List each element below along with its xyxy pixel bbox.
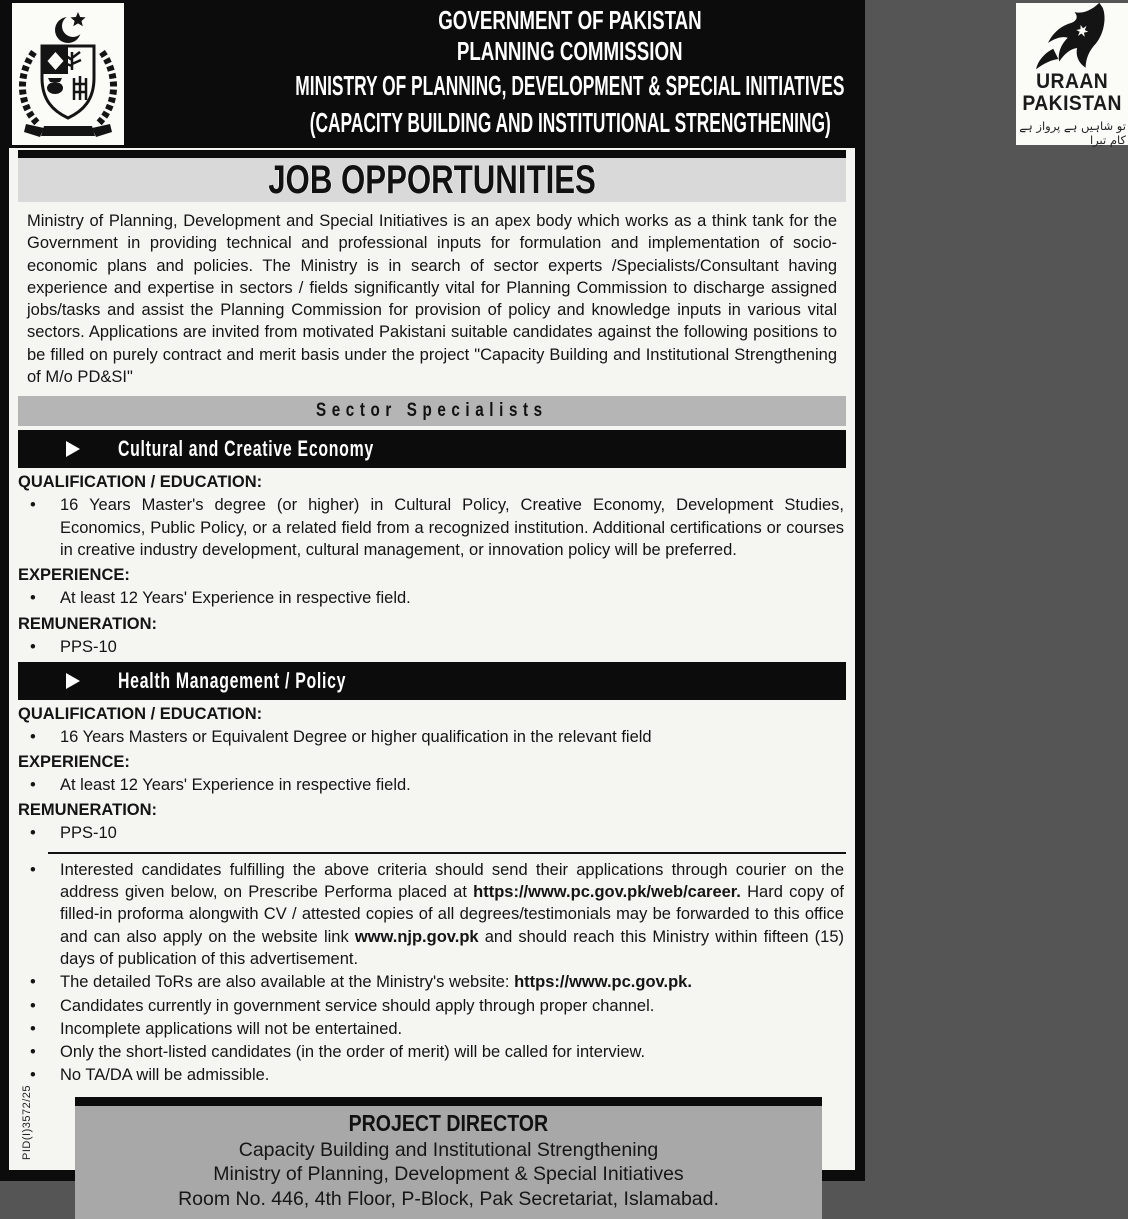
section-heading: QUALIFICATION / EDUCATION: xyxy=(18,473,263,492)
uraan-name-line2: PAKISTAN xyxy=(1022,92,1122,115)
bullet-dot: • xyxy=(30,973,36,992)
sector-heading: Sector Specialists xyxy=(316,400,548,422)
note-text: Candidates currently in government service should apply through proper channel. xyxy=(60,996,655,1015)
section-heading: EXPERIENCE: xyxy=(18,566,130,585)
note-item xyxy=(18,1041,846,1063)
uraan-pakistan-logo xyxy=(1016,3,1128,145)
advert-body xyxy=(9,202,855,1219)
pakistan-emblem-icon xyxy=(12,8,124,140)
note-text: No TA/DA will be admissible. xyxy=(60,1066,270,1085)
positions xyxy=(18,430,846,844)
divider-line xyxy=(48,852,846,854)
footer-line-1: Capacity Building and Institutional Strengthening xyxy=(238,1138,659,1161)
bullet-dot: • xyxy=(30,589,36,608)
header-line-3: MINISTRY OF PLANNING, DEVELOPMENT & SPECIAL INITIATIVES xyxy=(295,70,845,101)
banner-title: JOB OPPORTUNITIES xyxy=(268,158,596,202)
bullet-text: 16 Years Master's degree (or higher) in Cultural Policy, Creative Economy, Development Studies, Economics, Public Policy, or a related field from a recognized institution. Additional certifications or courses in creative industry development, cultural management, or innovation policy will be preferred. xyxy=(60,496,844,559)
bullet-item xyxy=(18,587,846,609)
header xyxy=(9,0,1126,148)
bullet-dot: • xyxy=(30,996,36,1015)
job-opportunities-banner xyxy=(18,150,846,202)
position-title-bar xyxy=(18,662,846,700)
position-title-bar xyxy=(18,430,846,468)
footer-line-3: Room No. 446, 4th Floor, P-Block, Pak Secretariat, Islamabad. xyxy=(178,1187,719,1210)
position-title: Cultural and Creative Economy xyxy=(118,436,374,462)
contact-footer xyxy=(75,1097,822,1219)
note-item xyxy=(18,1064,846,1086)
bullet-item xyxy=(18,494,846,561)
header-line-4: (CAPACITY BUILDING AND INSTITUTIONAL STRENGTHENING) xyxy=(309,107,831,138)
pid-number: PID(I)3572/25 xyxy=(21,1085,33,1160)
note-text: The detailed ToRs are also available at the Ministry's website: https://www.pc.gov.pk. xyxy=(60,973,692,992)
bullet-dot: • xyxy=(30,776,36,795)
arrow-icon xyxy=(66,441,80,457)
bullet-text: At least 12 Years' Experience in respective field. xyxy=(60,589,411,608)
note-text: Only the short-listed candidates (in the order of merit) will be called for interview. xyxy=(60,1043,646,1062)
arrow-icon xyxy=(66,673,80,689)
bullet-dot: • xyxy=(30,1043,36,1062)
bullet-dot: • xyxy=(30,1019,36,1038)
bullet-dot: • xyxy=(30,496,36,515)
bullet-dot: • xyxy=(30,860,36,879)
bullet-text: 16 Years Masters or Equivalent Degree or higher qualification in the relevant field xyxy=(60,727,652,746)
uraan-bird-icon xyxy=(1029,1,1115,71)
uraan-name-line1: URAAN xyxy=(1035,70,1108,93)
section-heading: REMUNERATION: xyxy=(18,614,158,633)
bullet-dot: • xyxy=(30,824,36,843)
section-heading: QUALIFICATION / EDUCATION: xyxy=(18,704,263,723)
header-line-1: GOVERNMENT OF PAKISTAN xyxy=(438,5,702,35)
footer-title: PROJECT DIRECTOR xyxy=(348,1109,549,1136)
bullet-text: PPS-10 xyxy=(60,637,117,656)
bullet-dot: • xyxy=(30,727,36,746)
note-text: Interested candidates fulfilling the above criteria should send their applications through courier on the address given below, on Prescribe Performa placed at https://www.pc.gov.pk/web/career. Hard copy of filled-in proforma alongwith CV / attested copies of all degrees/testimonials may be forwarded to this office and can also apply on the website link www.njp.gov.pk and should reach this Ministry within fifteen (15) days of publication of this advertisement. xyxy=(60,860,844,968)
pakistan-emblem-logo xyxy=(12,3,124,145)
bullet-item xyxy=(18,726,846,748)
footer-line-2: Ministry of Planning, Development & Special Initiatives xyxy=(213,1163,684,1186)
section-heading: EXPERIENCE: xyxy=(18,753,130,772)
notes-list xyxy=(18,859,846,1087)
note-item xyxy=(18,1018,846,1040)
position-title: Health Management / Policy xyxy=(118,667,347,693)
bullet-text: At least 12 Years' Experience in respective field. xyxy=(60,776,411,795)
note-text: Incomplete applications will not be entertained. xyxy=(60,1019,403,1038)
intro-paragraph: Ministry of Planning, Development and Special Initiatives is an apex body which works as a think tank for the Government in providing technical and professional inputs for formulation and implementation of socio-economic plans and policies. The Ministry is in search of sector experts /Specialists/Consultant having experience and expertise in sectors / fields significantly vital for Planning Commission to discharge assigned jobs/tasks and assist the Planning Commission for provision of policy and knowledge inputs in various vital sectors. Applications are invited from motivated Pakistani suitable candidates against the following positions to be filled on purely contract and merit basis under the project "Capacity Building and Institutional Strengthening of M/o PD&SI" xyxy=(27,212,837,387)
sector-specialists-bar xyxy=(18,396,846,426)
note-item xyxy=(18,971,846,993)
bullet-dot: • xyxy=(30,637,36,656)
header-titles xyxy=(127,0,1013,148)
uraan-urdu-tagline: تو شاہیں ہے پرواز ہے کام تیرا xyxy=(1019,119,1126,147)
bullet-item xyxy=(18,636,846,658)
bullet-item xyxy=(18,774,846,796)
bullet-dot: • xyxy=(30,1066,36,1085)
section-heading: REMUNERATION: xyxy=(18,801,158,820)
bullet-text: PPS-10 xyxy=(60,824,117,843)
note-item xyxy=(18,859,846,970)
bullet-item xyxy=(18,822,846,844)
header-line-2: PLANNING COMMISSION xyxy=(457,36,683,66)
note-item xyxy=(18,995,846,1017)
